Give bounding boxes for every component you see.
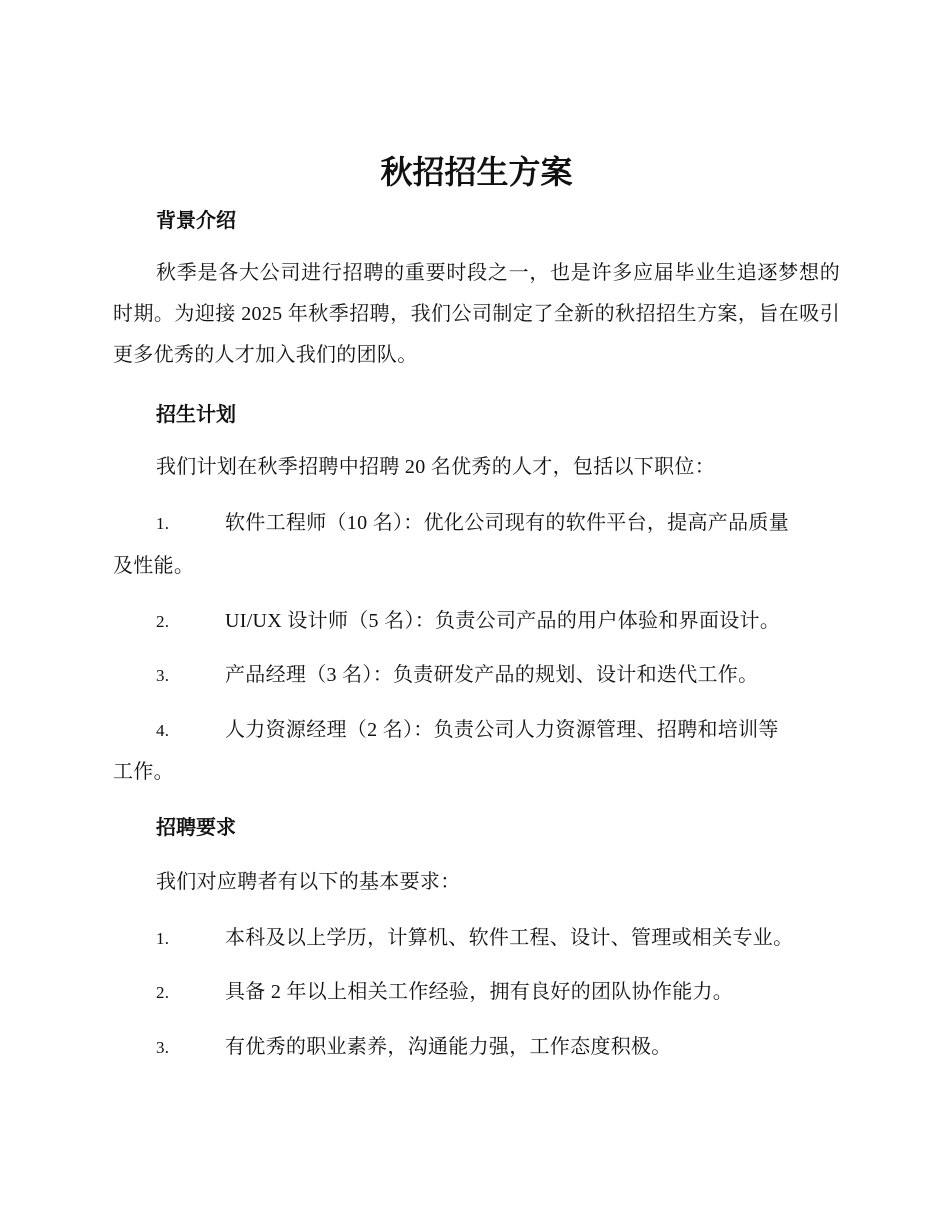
list-number: 4. <box>156 721 170 740</box>
plan-list-item-1 <box>113 502 840 545</box>
plan-intro: 我们计划在秋季招聘中招聘 20 名优秀的人才，包括以下职位： <box>156 456 715 478</box>
section-heading-background: 背景介绍 <box>156 208 236 232</box>
requirements-intro: 我们对应聘者有以下的基本要求： <box>156 871 461 893</box>
section-heading-requirements: 招聘要求 <box>156 815 236 839</box>
list-number: 2. <box>156 983 170 1002</box>
list-number: 3. <box>156 666 170 685</box>
requirements-list-item-2 <box>113 971 840 1014</box>
plan-list-item-2 <box>113 600 840 643</box>
list-item-text: 具备 2 年以上相关工作经验，拥有良好的团队协作能力。 <box>225 981 734 1003</box>
plan-list-item-4-continuation: 工作。 <box>113 761 174 783</box>
list-item-text: 本科及以上学历，计算机、软件工程、设计、管理或相关专业。 <box>225 927 794 949</box>
list-item-text: 软件工程师（10 名）：优化公司现有的软件平台，提高产品质量 <box>225 512 789 534</box>
requirements-list-item-1 <box>113 917 840 960</box>
list-item-text: 人力资源经理（2 名）：负责公司人力资源管理、招聘和培训等 <box>225 719 779 741</box>
list-item-text: UI/UX 设计师（5 名）：负责公司产品的用户体验和界面设计。 <box>225 610 781 632</box>
list-number: 1. <box>156 929 170 948</box>
list-item-text: 产品经理（3 名）：负责研发产品的规划、设计和迭代工作。 <box>225 664 759 686</box>
section-heading-plan: 招生计划 <box>156 402 236 426</box>
background-paragraph: 秋季是各大公司进行招聘的重要时段之一，也是许多应届毕业生追逐梦想的时期。为迎接 2025 年秋季招聘，我们公司制定了全新的秋招招生方案，旨在吸引更多优秀的人才加入我们的团队。 <box>113 262 840 366</box>
document-title: 秋招招生方案 <box>380 153 573 191</box>
list-number: 3. <box>156 1038 170 1057</box>
requirements-list-item-3 <box>113 1026 840 1069</box>
plan-list-item-4 <box>113 709 840 752</box>
plan-list-item-3 <box>113 654 840 697</box>
list-item-text: 有优秀的职业素养，沟通能力强，工作态度积极。 <box>225 1036 672 1058</box>
plan-list-item-1-continuation: 及性能。 <box>113 555 195 577</box>
list-number: 2. <box>156 612 170 631</box>
list-number: 1. <box>156 514 170 533</box>
